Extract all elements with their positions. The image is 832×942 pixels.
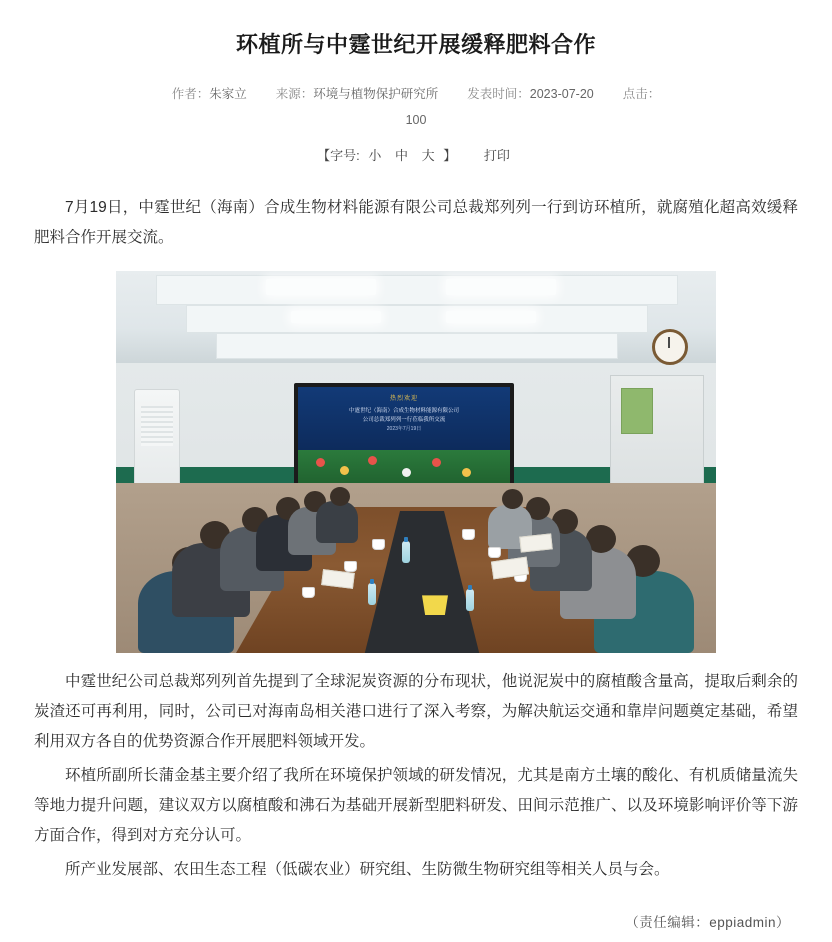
flower-1 <box>316 458 325 467</box>
cup-2 <box>344 561 357 572</box>
ceiling-panel-1 <box>156 275 678 305</box>
fontsize-toolbar <box>18 145 814 167</box>
ceiling-light-4 <box>446 311 536 323</box>
article-page <box>0 28 832 931</box>
attendee-left-6 <box>316 501 358 543</box>
meta-publish <box>467 87 597 101</box>
fontsize-small-button[interactable]: 小 <box>368 148 382 163</box>
article-meta <box>18 81 814 107</box>
presentation-screen <box>294 383 514 499</box>
cup-1 <box>302 587 315 598</box>
screen-line-1: 中霆世纪（海南）合成生物材料能源有限公司 <box>348 408 460 414</box>
screen-line-2: 公司总裁郑列列一行莅临我所交流 <box>362 417 446 423</box>
meta-author-label: 作者： <box>171 87 210 101</box>
cup-5 <box>488 547 501 558</box>
screen-headline: 热烈欢迎 <box>389 396 419 402</box>
meta-source-value: 环境与植物保护研究所 <box>313 87 439 101</box>
ceiling-light-1 <box>266 279 376 295</box>
flower-5 <box>432 458 441 467</box>
meta-author-value: 朱家立 <box>209 87 247 101</box>
fontsize-prefix: 【字号: <box>317 148 360 163</box>
flower-2 <box>340 466 349 475</box>
ceiling-light-3 <box>291 311 381 323</box>
attendee-right-5-head <box>502 489 523 509</box>
meta-source <box>276 87 442 101</box>
meeting-room-photo <box>116 271 716 653</box>
ceiling-panel-2 <box>186 305 648 333</box>
article-content <box>18 193 814 885</box>
page-title: 环植所与中霆世纪开展缓释肥料合作 <box>235 32 596 57</box>
hit-count-value: 100 <box>405 113 427 127</box>
ceiling-light-2 <box>446 279 556 295</box>
cup-6 <box>462 529 475 540</box>
paragraph-4: 所产业发展部、农田生态工程（低碳农业）研究组、生防微生物研究组等相关人员与会。 <box>65 861 670 878</box>
responsible-editor: （责任编辑：eppiadmin） <box>625 915 790 930</box>
meta-hits <box>623 87 661 101</box>
flower-6 <box>462 468 471 477</box>
screen-line-3: 2023年7月19日 <box>386 426 422 432</box>
flower-3 <box>368 456 377 465</box>
flower-4 <box>402 468 411 477</box>
paragraph-1: 7月19日，中霆世纪（海南）合成生物材料能源有限公司总裁郑列列一行到访环植所，就腐殖化超高效缓释肥料合作开展交流。 <box>34 199 798 246</box>
document-2 <box>519 533 552 552</box>
cup-3 <box>372 539 385 550</box>
water-bottle-2 <box>466 589 474 611</box>
meta-hits-label: 点击： <box>622 87 661 101</box>
water-bottle-1 <box>368 583 376 605</box>
fontsize-suffix: 】 <box>443 148 457 163</box>
meta-publish-value: 2023-07-20 <box>529 87 594 101</box>
paragraph-3: 环植所副所长蒲金基主要介绍了我所在环境保护领域的研发情况，尤其是南方土壤的酸化、有机质储量流失等地力提升问题，建议双方以腐植酸和沸石为基础开展新型肥料研发、田间示范推广、以及环境影响评价等下游方面合作，得到对方充分认可。 <box>34 767 798 844</box>
attendee-left-6-head <box>330 487 350 506</box>
print-button[interactable]: 打印 <box>483 148 510 163</box>
water-bottle-3 <box>402 541 410 563</box>
meta-publish-label: 发表时间： <box>467 87 530 101</box>
ceiling-panel-3 <box>216 333 618 359</box>
fontsize-medium-button[interactable]: 中 <box>394 148 408 163</box>
meta-author <box>172 87 251 101</box>
article-figure <box>34 271 798 653</box>
fontsize-large-button[interactable]: 大 <box>421 148 435 163</box>
paragraph-2: 中霆世纪公司总裁郑列列首先提到了全球泥炭资源的分布现状，他说泥炭中的腐植酸含量高，提取后剩余的炭渣还可再利用，同时，公司已对海南岛相关港口进行了深入考察，为解决航运交通和靠岸问题奠定基础，希望利用双方各自的优势资源合作开展肥料领域开发。 <box>34 673 798 750</box>
meta-source-label: 来源： <box>275 87 314 101</box>
wall-clock <box>652 329 688 365</box>
